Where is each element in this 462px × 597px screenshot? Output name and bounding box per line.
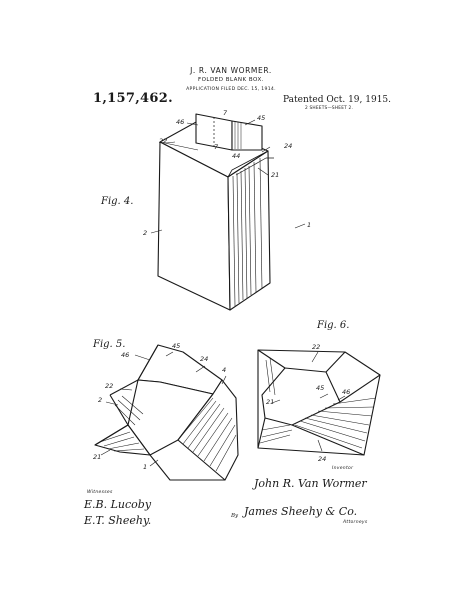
fig5-box-drawing — [95, 345, 238, 480]
ref-numeral: 44 — [232, 152, 241, 160]
ref-numeral: 22 — [159, 137, 168, 145]
ref-numeral: 24 — [284, 142, 293, 150]
fig6-box-drawing — [258, 350, 380, 455]
ref-numeral: 4 — [222, 366, 227, 374]
ref-numeral: 45 — [172, 342, 181, 350]
fig4-box-drawing — [151, 114, 305, 310]
inventor-signature: John R. Van Wormer — [254, 477, 367, 490]
ref-numeral: 21 — [266, 398, 275, 406]
inventor-label: Inventor — [332, 466, 354, 471]
figure-label-4: Fig. 4. — [101, 196, 134, 207]
ref-numeral: 46 — [176, 118, 185, 126]
ref-numeral: 1 — [143, 463, 148, 471]
ref-numeral: 21 — [93, 453, 102, 461]
ref-numeral: 45 — [257, 114, 266, 122]
by-label: By — [231, 513, 239, 519]
invention-title: FOLDED BLANK BOX. — [197, 77, 265, 83]
inventor-name-header: J. R. VAN WORMER. — [190, 66, 272, 75]
ref-numeral: 24 — [318, 455, 327, 463]
ref-numeral: 1 — [307, 221, 312, 229]
figure-label-6: Fig. 6. — [317, 320, 350, 331]
ref-numeral: 2 — [98, 396, 103, 404]
ref-numeral: 46 — [342, 388, 351, 396]
ref-numeral: 22 — [312, 343, 321, 351]
ref-numeral: 22 — [105, 382, 114, 390]
ref-numeral: 2 — [143, 229, 148, 237]
ref-numeral: 7 — [223, 109, 228, 117]
attorneys-label: Attorneys — [343, 520, 368, 525]
sheet-count: 2 SHEETS—SHEET 2. — [305, 106, 354, 111]
witnesses-label: Witnesses — [87, 490, 113, 495]
witness-signature-2: E.T. Sheehy. — [84, 514, 152, 527]
ref-numeral: 7 — [214, 143, 219, 151]
application-filed-date: APPLICATION FILED DEC. 15, 1914. — [186, 87, 276, 92]
ref-numeral: 21 — [271, 171, 280, 179]
ref-numeral: 46 — [121, 351, 130, 359]
patented-date: Patented Oct. 19, 1915. — [283, 95, 392, 105]
witness-signature-1: E.B. Lucoby — [84, 498, 152, 511]
figure-label-5: Fig. 5. — [93, 339, 126, 350]
ref-numeral: 45 — [316, 384, 325, 392]
attorneys-signature: James Sheehy & Co. — [244, 505, 358, 518]
patent-number: 1,157,462. — [93, 91, 173, 106]
ref-numeral: 24 — [200, 355, 209, 363]
